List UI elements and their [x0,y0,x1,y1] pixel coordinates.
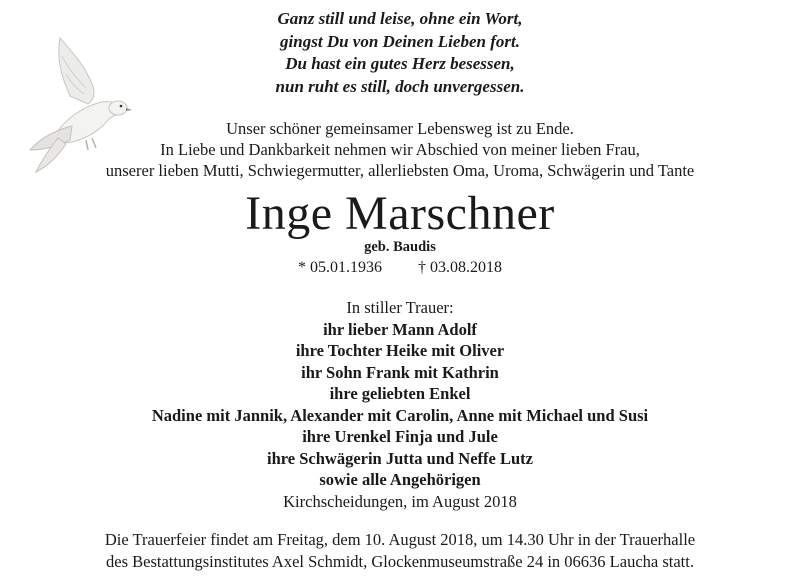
funeral-notice [20,529,780,573]
poem-line: gingst Du von Deinen Lieben fort. [280,31,520,51]
intro-line: unserer lieben Mutti, Schwiegermutter, allerliebsten Oma, Uroma, Schwägerin und Tante [105,161,695,180]
mourner-line: ihre geliebten Enkel [329,384,471,403]
birth-name: geb. Baudis [364,239,436,255]
death-date: † 03.08.2018 [418,259,502,276]
mourners-list [0,297,800,491]
birth-date: * 05.01.1936 [298,259,382,276]
mourner-line: ihr lieber Mann Adolf [323,319,477,339]
deceased-name: Inge Marschner [245,187,555,240]
poem-line: Du hast ein gutes Herz besessen, [285,54,515,73]
mourner-line: ihre Tochter Heike mit Oliver [295,341,505,360]
memorial-poem [190,8,610,98]
funeral-line: Die Trauerfeier findet am Freitag, dem 10. August 2018, um 14.30 Uhr in der Trauerhalle [104,530,696,549]
poem-line: Ganz still und leise, ohne ein Wort, [277,9,523,28]
intro-line: In Liebe und Dankbarkeit nehmen wir Abschied von meiner lieben Frau, [160,140,640,159]
mourner-line: ihre Urenkel Finja und Jule [302,427,498,446]
mourner-line: ihre Schwägerin Jutta und Neffe Lutz [267,448,533,468]
intro-line: Unser schöner gemeinsamer Lebensweg ist zu Ende. [226,119,574,138]
funeral-line: des Bestattungsinstitutes Axel Schmidt, Glockenmuseumstraße 24 in 06636 Laucha statt. [106,552,694,571]
poem-line: nun ruht es still, doch unvergessen. [275,76,525,96]
mourner-line: ihr Sohn Frank mit Kathrin [301,362,499,382]
mourner-line: sowie alle Angehörigen [319,470,481,489]
life-dates [0,258,800,278]
mourners-heading: In stiller Trauer: [346,298,454,317]
intro-text [20,118,780,181]
place-and-date: Kirchscheidungen, im August 2018 [283,492,517,511]
mourner-line: Nadine mit Jannik, Alexander mit Carolin, Anne mit Michael und Susi [151,405,649,425]
